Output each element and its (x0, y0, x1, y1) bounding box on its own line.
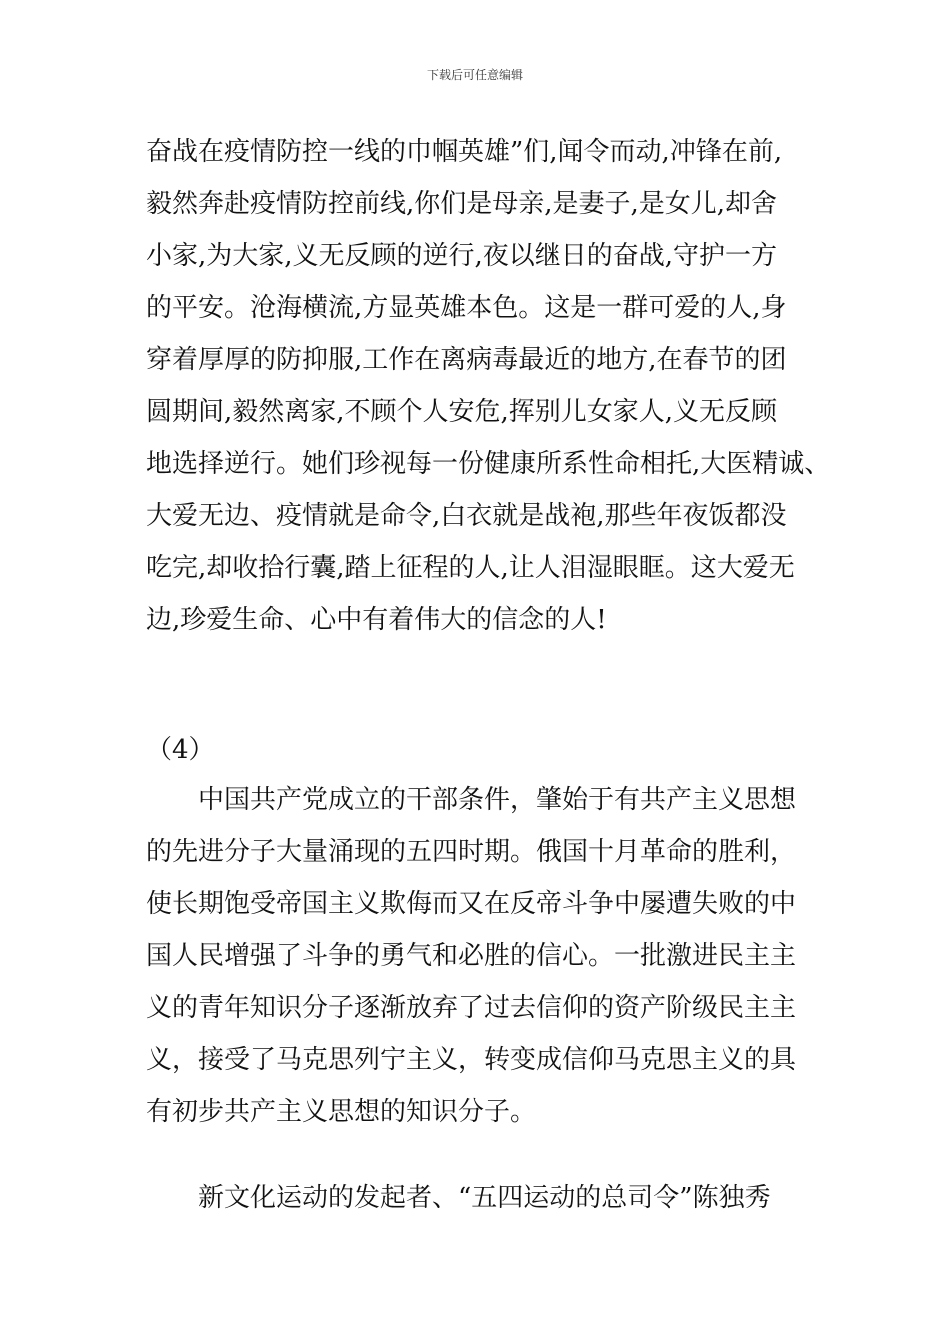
text-line: 新文化运动的发起者、“五四运动的总司令”陈独秀 (146, 1183, 771, 1213)
text-line: 的平安。沧海横流,方显英雄本色。这是一群可爱的人,身 (146, 293, 787, 323)
text-line: 的先进分子大量涌现的五四时期。俄国十月革命的胜利， (146, 837, 797, 867)
text-line: 大爱无边、疫情就是命令,白衣就是战袍,那些年夜饭都没 (146, 501, 787, 531)
text-line: 小家,为大家,义无反顾的逆行,夜以继日的奋战,守护一方 (146, 241, 778, 271)
paragraph-3 (146, 1172, 826, 1224)
text-line: 穿着厚厚的防抑服,工作在离病毒最近的地方,在春节的团 (146, 345, 787, 375)
text-line: 义的青年知识分子逐渐放弃了过去信仰的资产阶级民主主 (146, 993, 797, 1023)
page-header: 下载后可任意编辑 (426, 68, 523, 82)
text-line: 有初步共产主义思想的知识分子。 (146, 1097, 537, 1127)
section-number: （4） (146, 735, 215, 765)
paragraph-2 (146, 774, 826, 1138)
text-line: 奋战在疫情防控一线的巾帼英雄”们,闻令而动,冲锋在前, (146, 137, 783, 167)
text-line: 毅然奔赴疫情防控前线,你们是母亲,是妻子,是女儿,却舍 (146, 189, 778, 219)
text-line: 圆期间,毅然离家,不顾个人安危,挥别儿女家人,义无反顾 (146, 397, 778, 427)
paragraph-1 (146, 126, 831, 646)
text-line: 国人民增强了斗争的勇气和必胜的信心。一批激进民主主 (146, 941, 797, 971)
text-line: 地选择逆行。她们珍视每一份健康所系性命相托,大医精诚、 (146, 449, 831, 479)
text-line: 义，接受了马克思列宁主义，转变成信仰马克思主义的具 (146, 1045, 797, 1075)
text-line: 使长期饱受帝国主义欺侮而又在反帝斗争中屡遭失败的中 (146, 889, 797, 919)
text-line: 边,珍爱生命、心中有着伟大的信念的人! (146, 605, 607, 635)
text-line: 吃完,却收拾行囊,踏上征程的人,让人泪湿眼眶。这大爱无 (146, 553, 795, 583)
text-line: 中国共产党成立的干部条件，肇始于有共产主义思想 (146, 785, 797, 815)
